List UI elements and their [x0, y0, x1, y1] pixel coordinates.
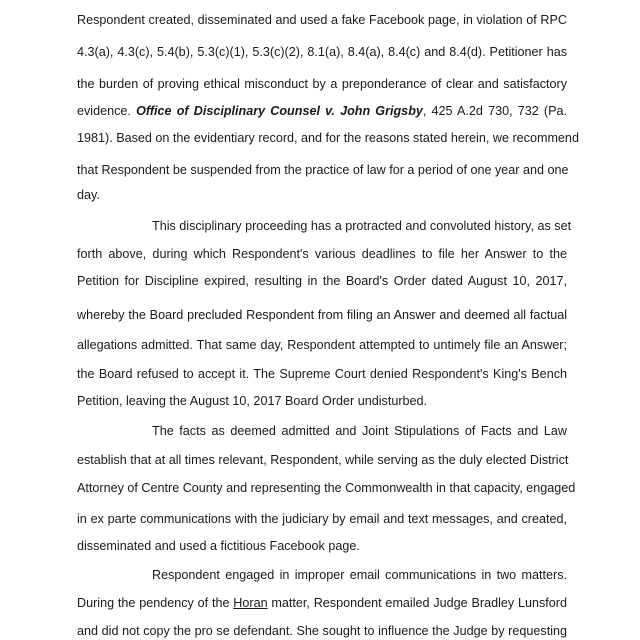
text-line: disseminated and used a fictitious Facebook page.	[77, 539, 360, 553]
text-fragment: matter, Respondent emailed Judge Bradley Lunsford	[271, 596, 567, 610]
text-line: Respondent created, disseminated and used a fake Facebook page, in violation of RPC	[77, 13, 567, 27]
text-fragment: During the pendency of the	[77, 596, 230, 610]
text-line-with-case-name	[77, 595, 567, 611]
text-line: 4.3(a), 4.3(c), 5.4(b), 5.3(c)(1), 5.3(c)(2), 8.1(a), 8.4(a), 8.4(c) and 8.4(d). Petitioner has	[77, 45, 567, 59]
text-line: forth above, during which Respondent's various deadlines to file her Answer to the	[77, 247, 567, 261]
text-line-with-citation	[77, 103, 567, 119]
text-line: Petition, leaving the August 10, 2017 Board Order undisturbed.	[77, 394, 428, 408]
text-line: The facts as deemed admitted and Joint Stipulations of Facts and Law	[152, 424, 567, 438]
text-line: This disciplinary proceeding has a protracted and convoluted history, as set	[152, 219, 572, 233]
text-line: whereby the Board precluded Respondent from filing an Answer and deemed all factual	[77, 308, 567, 322]
text-line: allegations admitted. That same day, Respondent attempted to untimely file an Answer;	[77, 338, 567, 352]
text-line: Respondent engaged in improper email communications in two matters.	[152, 568, 567, 582]
text-line: 1981). Based on the evidentiary record, and for the reasons stated herein, we recommend	[77, 131, 579, 145]
text-line: the Board refused to accept it. The Supreme Court denied Respondent's King's Bench	[77, 367, 567, 381]
case-citation: Office of Disciplinary Counsel v. John Grigsby	[136, 104, 423, 118]
text-line: establish that at all times relevant, Respondent, while serving as the duly elected District	[77, 453, 569, 467]
text-line: and did not copy the pro se defendant. She sought to influence the Judge by requesting	[77, 624, 567, 638]
text-line: Petition for Discipline expired, resulting in the Board's Order dated August 10, 2017,	[77, 274, 567, 288]
text-line: in ex parte communications with the judiciary by email and text messages, and created,	[77, 512, 567, 526]
text-fragment: evidence.	[77, 104, 131, 118]
text-line: day.	[77, 188, 100, 202]
text-line: the burden of proving ethical misconduct by a preponderance of clear and satisfactory	[77, 77, 567, 91]
case-name-underlined: Horan	[233, 596, 268, 610]
text-line: Attorney of Centre County and representing the Commonwealth in that capacity, engaged	[77, 481, 576, 495]
text-line: that Respondent be suspended from the practice of law for a period of one year and one	[77, 163, 569, 177]
text-fragment: , 425 A.2d 730, 732 (Pa.	[422, 104, 567, 118]
